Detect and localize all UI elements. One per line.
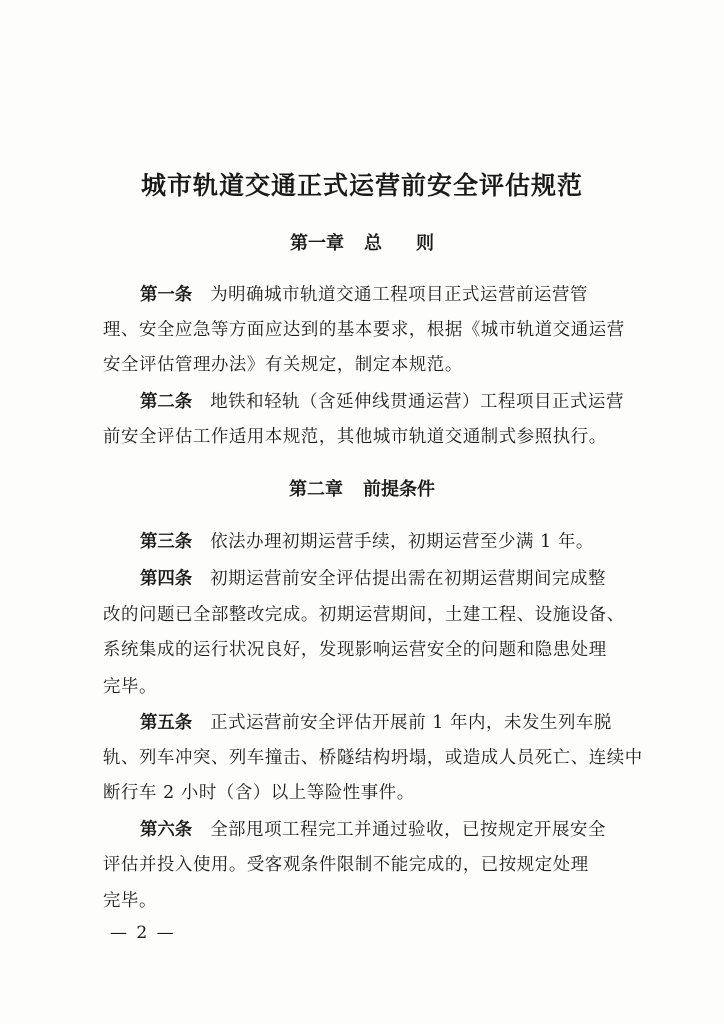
article-label: 第五条 [140, 713, 193, 733]
chapter-heading-2 [0, 475, 724, 501]
paragraph-line [140, 387, 643, 412]
article-label: 第四条 [140, 569, 193, 589]
paragraph-line [140, 815, 643, 840]
paragraph-line: 完毕。 [103, 677, 157, 697]
article-text: 依法办理初期运营手续，初期运营至少满 1 年。 [210, 532, 594, 552]
article-label: 第二条 [140, 392, 193, 412]
paragraph-line: 前安全评估工作适用本规范，其他城市轨道交通制式参照执行。 [103, 427, 607, 447]
paragraph-line [140, 564, 643, 589]
article-text: 初期运营前安全评估提出需在初期运营期间完成整 [210, 569, 606, 589]
article-label: 第六条 [140, 820, 193, 840]
article-text: 地铁和轻轨（含延伸线贯通运营）工程项目正式运营 [210, 392, 624, 412]
paragraph-line: 系统集成的运行状况良好，发现影响运营安全的问题和隐患处理 [103, 640, 607, 660]
chapter-number: 第一章 [290, 233, 344, 254]
chapter-name-part: 则 [416, 233, 434, 254]
document-title: 城市轨道交通正式运营前安全评估规范 [140, 171, 583, 200]
paragraph-line: 改的问题已全部整改完成。初期运营期间，土建工程、设施设备、 [103, 605, 625, 625]
paragraph-line: 轨、列车冲突、列车撞击、桥隧结构坍塌，或造成人员死亡、连续中 [103, 748, 643, 768]
chapter-number: 第二章 [289, 479, 343, 500]
paragraph-line [140, 280, 643, 305]
paragraph-line: 理、安全应急等方面应达到的基本要求，根据《城市轨道交通运营 [103, 320, 625, 340]
paragraph-line: 完毕。 [103, 891, 157, 911]
paragraph-line [140, 708, 643, 733]
chapter-heading-1 [0, 229, 724, 255]
article-label: 第三条 [140, 532, 193, 552]
article-text: 为明确城市轨道交通工程项目正式运营前运营管 [210, 285, 588, 305]
paragraph-line: 安全评估管理办法》有关规定，制定本规范。 [103, 355, 463, 375]
article-text: 全部甩项工程完工并通过验收，已按规定开展安全 [210, 820, 606, 840]
article-label: 第一条 [140, 285, 193, 305]
article-text: 正式运营前安全评估开展前 1 年内，未发生列车脱 [210, 713, 612, 733]
chapter-name-part: 总 [364, 233, 382, 254]
page-number: — 2 — [110, 923, 176, 943]
paragraph-line: 评估并投入使用。受客观条件限制不能完成的，已按规定处理 [103, 855, 589, 875]
paragraph-line [140, 527, 643, 552]
paragraph-line: 断行车 2 小时（含）以上等险性事件。 [103, 783, 415, 803]
chapter-name: 前提条件 [363, 479, 435, 500]
